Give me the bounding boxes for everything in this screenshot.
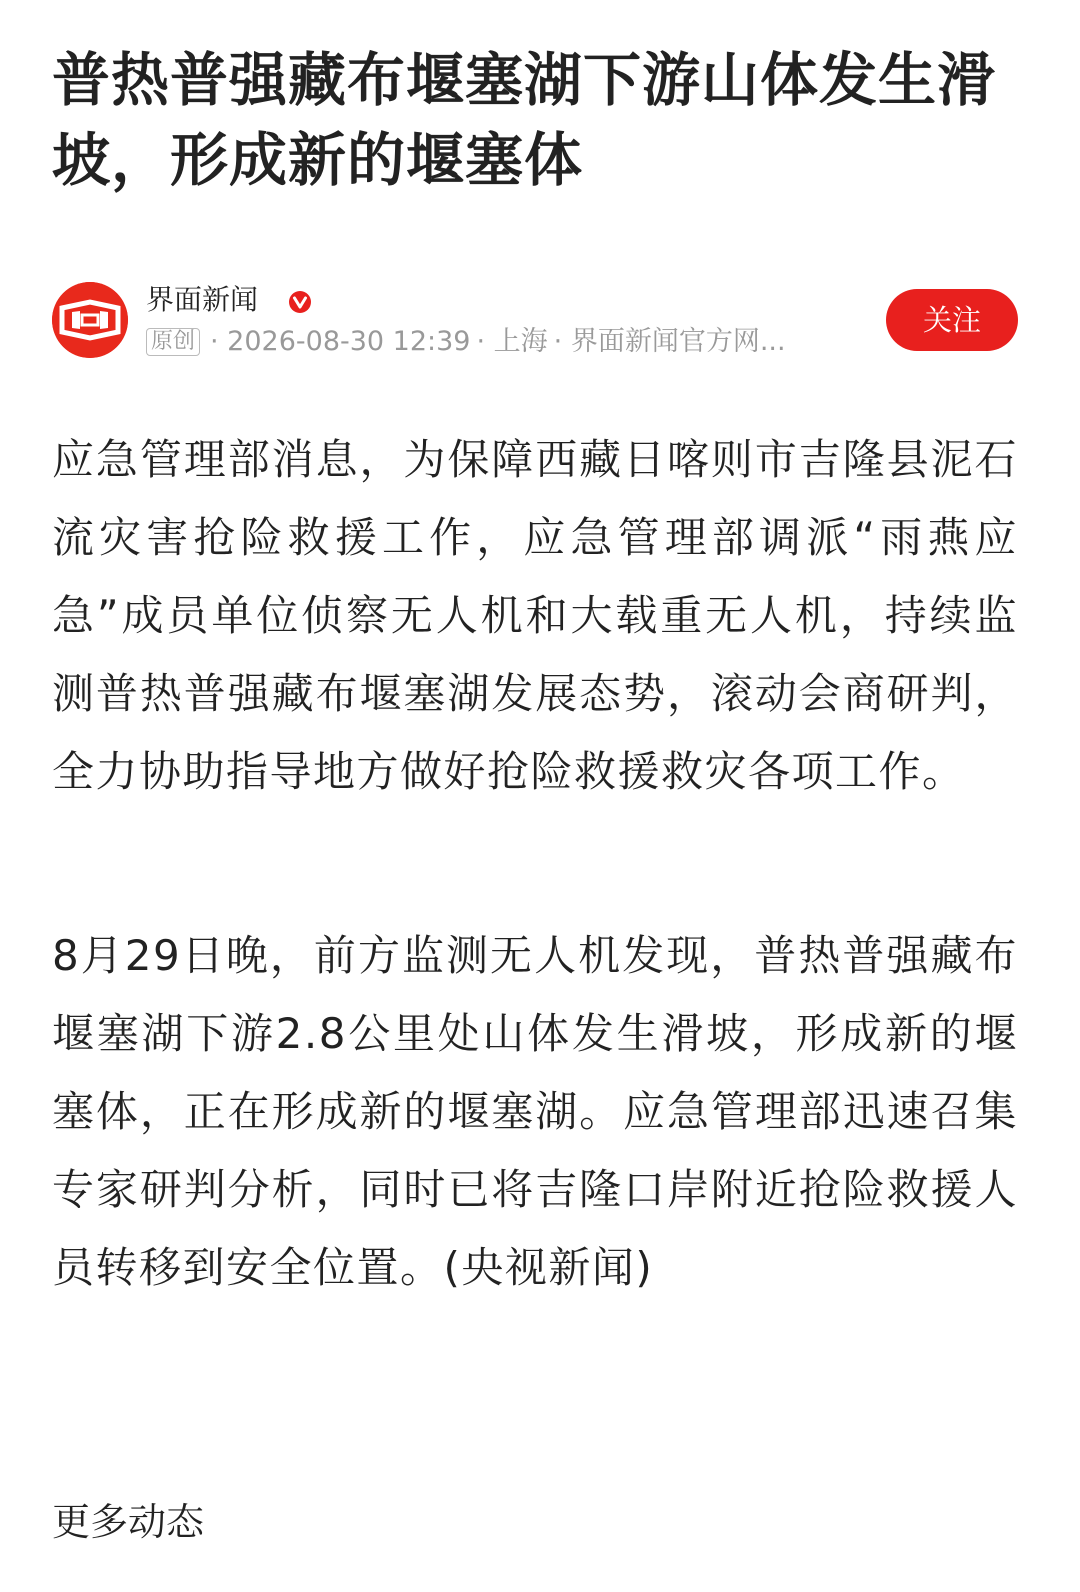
author-bar — [52, 280, 1018, 360]
publish-source: · 界面新闻官方网... — [553, 326, 786, 357]
publish-location: · 上海 — [476, 326, 548, 357]
follow-button[interactable]: 关注 — [886, 289, 1018, 351]
publish-time: · 2026-08-30 12:39 — [210, 326, 471, 357]
verified-check-icon — [288, 290, 312, 314]
article-paragraph: 应急管理部消息，为保障西藏日喀则市吉隆县泥石流灾害抢险救援工作，应急管理部调派“雨燕应急”成员单位侦察无人机和大载重无人机，持续监测普热普强藏布堰塞湖发展态势，滚动会商研判，全力协助指导地方做好抢险救援救灾各项工作。 — [52, 435, 1018, 796]
jiemian-logo-icon[interactable] — [52, 282, 128, 358]
article-paragraph: 8月29日晚，前方监测无人机发现，普热普强藏布堰塞湖下游2.8公里处山体发生滑坡，形成新的堰塞体，正在形成新的堰塞湖。应急管理部迅速召集专家研判分析，同时已将吉隆口岸附近抢险救援人员转移到安全位置。(央视新闻) — [52, 931, 1018, 1292]
paragraph-spacer — [52, 811, 1018, 917]
more-updates-link[interactable]: 更多动态 — [52, 1500, 205, 1544]
author-name[interactable]: 界面新闻 — [146, 283, 259, 316]
article-body — [52, 421, 1018, 1307]
article-title: 普热普强藏布堰塞湖下游山体发生滑坡，形成新的堰塞体 — [52, 46, 997, 194]
original-badge: 原创 — [146, 328, 200, 356]
article-meta — [146, 326, 792, 358]
